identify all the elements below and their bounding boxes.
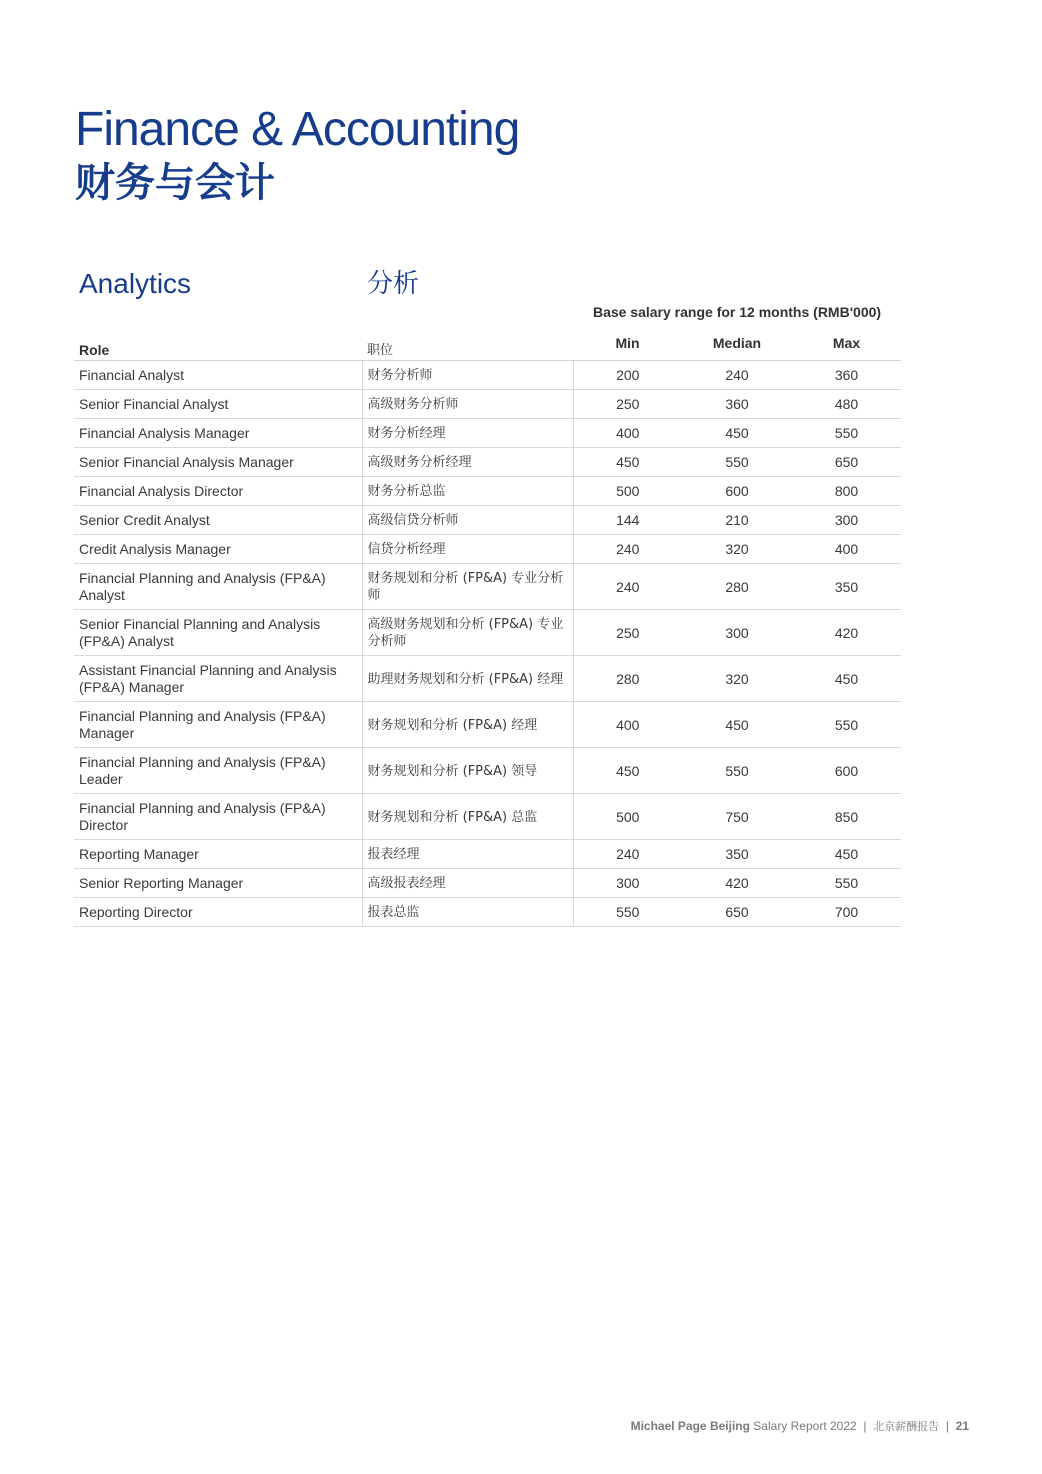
cell-role: Financial Planning and Analysis (FP&A) Director	[74, 794, 362, 840]
cell-role-chinese: 财务分析师	[362, 361, 573, 390]
cell-role: Senior Financial Planning and Analysis (FP&A) Analyst	[74, 610, 362, 656]
cell-median: 550	[682, 748, 792, 794]
cell-role: Senior Reporting Manager	[74, 869, 362, 898]
table-row	[74, 748, 901, 794]
cell-role: Reporting Director	[74, 898, 362, 927]
cell-max: 400	[792, 535, 901, 564]
table-row	[74, 390, 901, 419]
cell-min: 400	[573, 702, 682, 748]
cell-role-chinese: 高级财务分析经理	[362, 448, 573, 477]
cell-min: 250	[573, 610, 682, 656]
table-row	[74, 477, 901, 506]
cell-role-chinese: 财务规划和分析 (FP&A) 总监	[362, 794, 573, 840]
cell-min: 400	[573, 419, 682, 448]
cell-role-chinese: 财务规划和分析 (FP&A) 专业分析师	[362, 564, 573, 610]
cell-role: Senior Financial Analyst	[74, 390, 362, 419]
cell-median: 600	[682, 477, 792, 506]
cell-role-chinese: 助理财务规划和分析 (FP&A) 经理	[362, 656, 573, 702]
cell-max: 300	[792, 506, 901, 535]
cell-median: 750	[682, 794, 792, 840]
salary-range-label: Base salary range for 12 months (RMB'000)	[592, 304, 882, 320]
cell-max: 700	[792, 898, 901, 927]
cell-role-chinese: 高级财务规划和分析 (FP&A) 专业分析师	[362, 610, 573, 656]
table-row	[74, 448, 901, 477]
cell-min: 450	[573, 748, 682, 794]
cell-min: 240	[573, 535, 682, 564]
table-row	[74, 419, 901, 448]
cell-max: 420	[792, 610, 901, 656]
table-header-row	[74, 330, 901, 361]
cell-role-chinese: 高级信贷分析师	[362, 506, 573, 535]
page-footer	[631, 1418, 969, 1434]
cell-median: 450	[682, 702, 792, 748]
cell-role: Financial Planning and Analysis (FP&A) Manager	[74, 702, 362, 748]
cell-role: Financial Analysis Director	[74, 477, 362, 506]
cell-median: 550	[682, 448, 792, 477]
cell-role: Reporting Manager	[74, 840, 362, 869]
cell-max: 550	[792, 702, 901, 748]
cell-max: 550	[792, 419, 901, 448]
cell-max: 650	[792, 448, 901, 477]
cell-min: 500	[573, 794, 682, 840]
cell-role: Financial Analysis Manager	[74, 419, 362, 448]
cell-min: 450	[573, 448, 682, 477]
cell-min: 240	[573, 840, 682, 869]
cell-role: Senior Financial Analysis Manager	[74, 448, 362, 477]
page-title: Finance & Accounting	[75, 103, 520, 156]
cell-role: Financial Analyst	[74, 361, 362, 390]
cell-max: 550	[792, 869, 901, 898]
cell-max: 850	[792, 794, 901, 840]
section-title-chinese: 分析	[367, 269, 420, 299]
cell-median: 240	[682, 361, 792, 390]
cell-role: Senior Credit Analyst	[74, 506, 362, 535]
table-row	[74, 898, 901, 927]
cell-role: Financial Planning and Analysis (FP&A) Leader	[74, 748, 362, 794]
cell-max: 450	[792, 656, 901, 702]
cell-role-chinese: 财务分析总监	[362, 477, 573, 506]
footer-report: Salary Report 2022	[753, 1419, 857, 1433]
cell-role: Credit Analysis Manager	[74, 535, 362, 564]
cell-max: 600	[792, 748, 901, 794]
cell-min: 250	[573, 390, 682, 419]
cell-role: Assistant Financial Planning and Analysis (FP&A) Manager	[74, 656, 362, 702]
cell-median: 650	[682, 898, 792, 927]
footer-brand: Michael Page Beijing	[630, 1419, 750, 1433]
cell-role-chinese: 报表总监	[362, 898, 573, 927]
section-title: Analytics	[79, 268, 192, 299]
cell-role-chinese: 报表经理	[362, 840, 573, 869]
cell-max: 360	[792, 361, 901, 390]
cell-min: 550	[573, 898, 682, 927]
header-median: Median	[682, 330, 792, 361]
cell-role-chinese: 财务分析经理	[362, 419, 573, 448]
page-number: 21	[955, 1419, 969, 1433]
footer-report-chinese: 北京薪酬报告	[873, 1420, 940, 1433]
table-row	[74, 702, 901, 748]
cell-role: Financial Planning and Analysis (FP&A) Analyst	[74, 564, 362, 610]
footer-separator: |	[863, 1419, 867, 1433]
cell-role-chinese: 财务规划和分析 (FP&A) 领导	[362, 748, 573, 794]
cell-median: 320	[682, 656, 792, 702]
cell-min: 280	[573, 656, 682, 702]
table-row	[74, 535, 901, 564]
cell-role-chinese: 高级财务分析师	[362, 390, 573, 419]
table-row	[74, 564, 901, 610]
cell-role-chinese: 信贷分析经理	[362, 535, 573, 564]
cell-min: 300	[573, 869, 682, 898]
cell-max: 480	[792, 390, 901, 419]
cell-role-chinese: 财务规划和分析 (FP&A) 经理	[362, 702, 573, 748]
cell-max: 800	[792, 477, 901, 506]
cell-median: 350	[682, 840, 792, 869]
cell-median: 280	[682, 564, 792, 610]
header-min: Min	[573, 330, 682, 361]
table-row	[74, 610, 901, 656]
cell-min: 240	[573, 564, 682, 610]
cell-min: 200	[573, 361, 682, 390]
header-role: Role	[74, 330, 362, 361]
cell-max: 450	[792, 840, 901, 869]
cell-median: 420	[682, 869, 792, 898]
table-row	[74, 656, 901, 702]
header-role-chinese: 职位	[362, 330, 573, 361]
cell-median: 320	[682, 535, 792, 564]
table-row	[74, 361, 901, 390]
table-row	[74, 869, 901, 898]
cell-median: 450	[682, 419, 792, 448]
table-row	[74, 794, 901, 840]
cell-min: 500	[573, 477, 682, 506]
footer-separator: |	[945, 1419, 949, 1433]
header-max: Max	[792, 330, 901, 361]
cell-median: 360	[682, 390, 792, 419]
cell-median: 210	[682, 506, 792, 535]
table-row	[74, 506, 901, 535]
page-title-chinese: 财务与会计	[75, 160, 275, 206]
table-row	[74, 840, 901, 869]
cell-median: 300	[682, 610, 792, 656]
cell-min: 144	[573, 506, 682, 535]
salary-table	[74, 330, 901, 927]
cell-role-chinese: 高级报表经理	[362, 869, 573, 898]
cell-max: 350	[792, 564, 901, 610]
